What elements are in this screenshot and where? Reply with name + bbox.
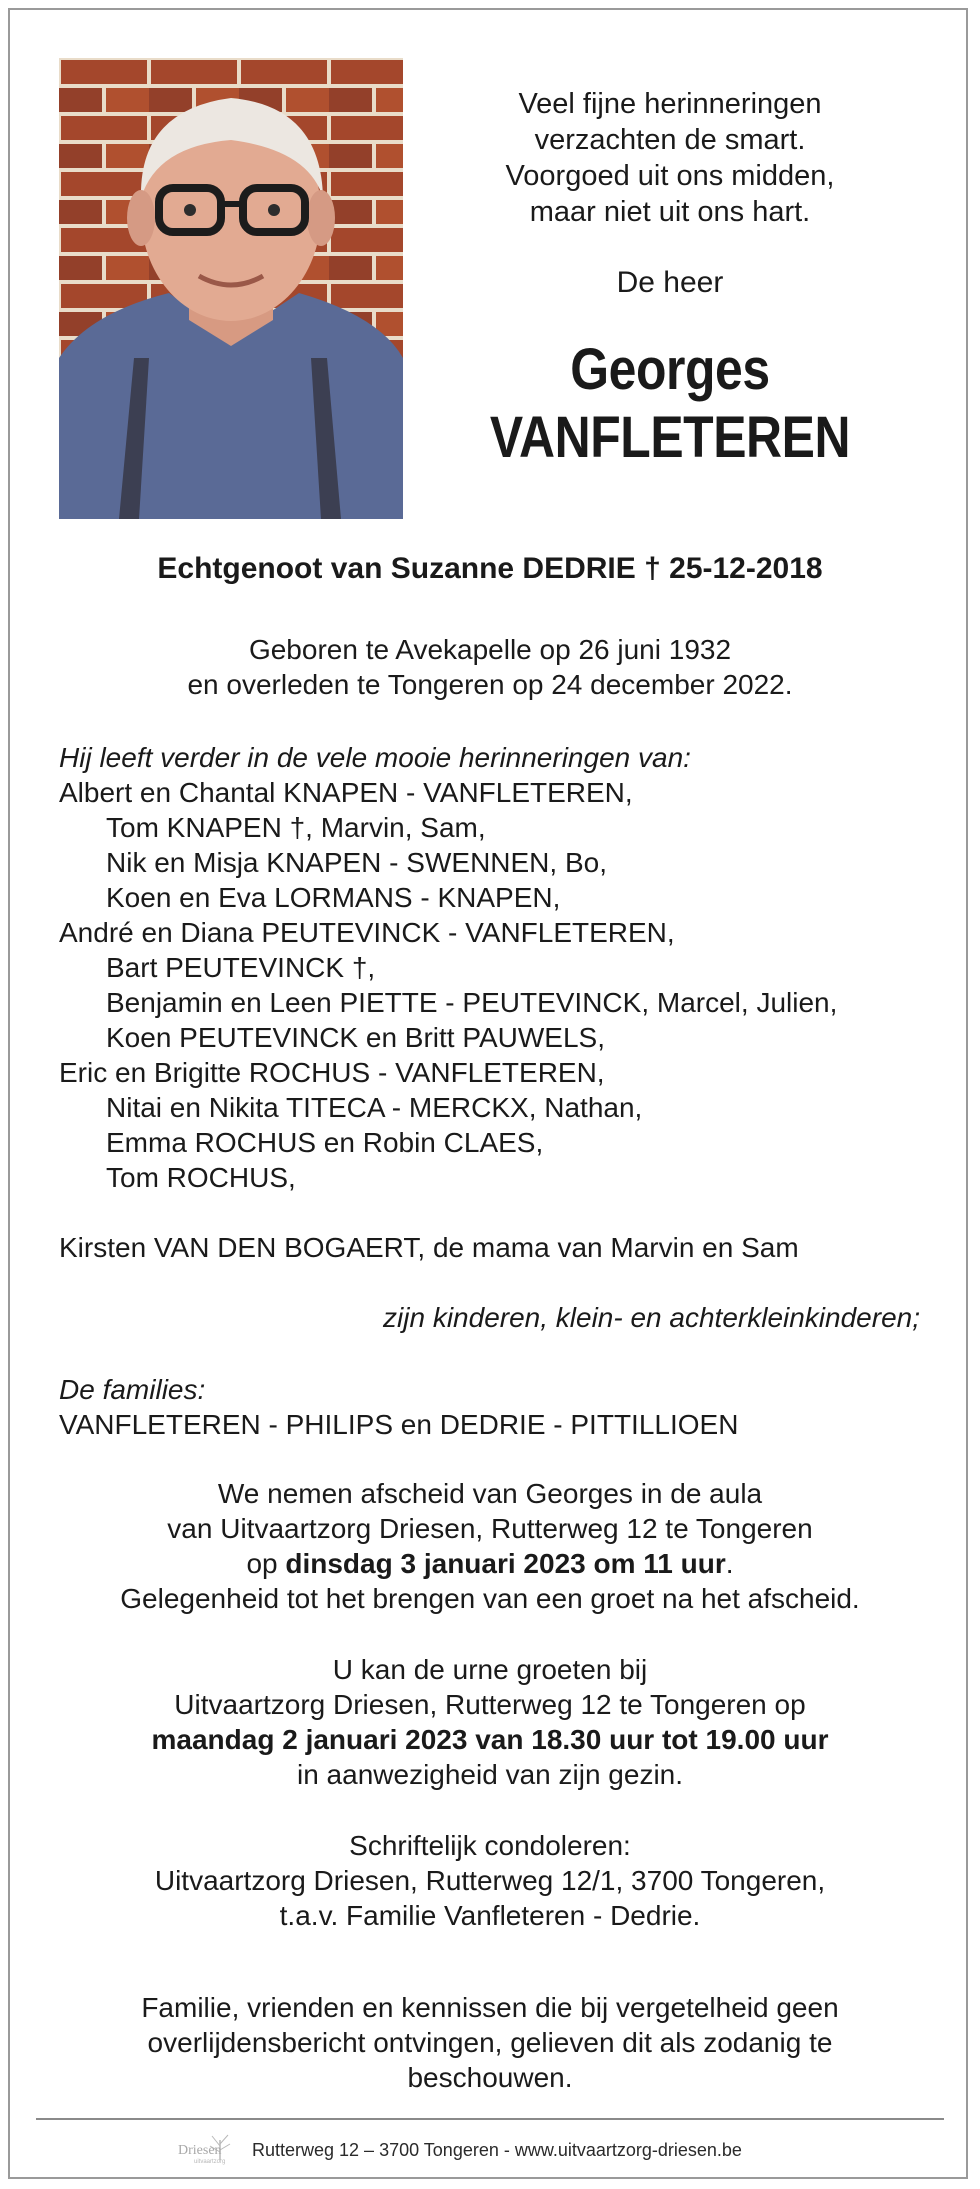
death-line: en overleden te Tongeren op 24 december 2022. xyxy=(187,669,793,700)
footer-divider xyxy=(36,2118,944,2120)
family-line: Nik en Misja KNAPEN - SWENNEN, Bo, xyxy=(106,847,607,878)
urn-line: in aanwezigheid van zijn gezin. xyxy=(296,1759,684,1790)
farewell-date: dinsdag 3 januari 2023 om 11 uur xyxy=(285,1548,726,1579)
family-line: Nitai en Nikita TITECA - MERCKX, Nathan, xyxy=(106,1092,643,1123)
family-line: Tom KNAPEN †, Marvin, Sam, xyxy=(106,812,486,843)
memories-intro: Hij leeft verder in de vele mooie herinneringen van: xyxy=(59,742,691,773)
family-line: Koen en Eva LORMANS - KNAPEN, xyxy=(106,882,561,913)
farewell-date-prefix: op xyxy=(246,1548,286,1579)
verse-line: verzachten de smart. xyxy=(534,124,806,156)
family-line: Albert en Chantal KNAPEN - VANFLETEREN, xyxy=(59,777,633,808)
condolences-recipient: t.a.v. Familie Vanfleteren - Dedrie. xyxy=(279,1900,701,1931)
urn-date: maandag 2 januari 2023 van 18.30 uur tot 19.00 uur xyxy=(151,1724,829,1755)
logo-text: Driesen xyxy=(178,2143,222,2158)
title-prefix: De heer xyxy=(616,266,724,299)
urn-block xyxy=(40,1652,940,1792)
last-name: VANFLETEREN xyxy=(489,405,851,470)
verse-line: Voorgoed uit ons midden, xyxy=(505,160,835,192)
logo-subtext: uitvaartzorg xyxy=(194,2159,226,2165)
farewell-line: We nemen afscheid van Georges in de aula xyxy=(217,1478,763,1509)
family-list xyxy=(59,740,939,1195)
closing-notice xyxy=(40,1990,940,2095)
families-names: VANFLETEREN - PHILIPS en DEDRIE - PITTILLIOEN xyxy=(59,1409,739,1440)
first-name: Georges xyxy=(570,337,770,402)
farewell-block xyxy=(40,1476,940,1616)
birth-line: Geboren te Avekapelle op 26 juni 1932 xyxy=(248,634,732,665)
farewell-line: van Uitvaartzorg Driesen, Rutterweg 12 te Tongeren xyxy=(167,1513,813,1544)
tree-logo-icon xyxy=(176,2130,240,2166)
memorial-verse xyxy=(430,86,910,230)
farewell-date-suffix: . xyxy=(725,1548,734,1579)
urn-line: U kan de urne groeten bij xyxy=(332,1654,648,1685)
deceased-name xyxy=(464,336,877,472)
urn-line: Uitvaartzorg Driesen, Rutterweg 12 te Tongeren op xyxy=(174,1689,806,1720)
verse-line: maar niet uit ons hart. xyxy=(529,196,811,228)
portrait-photo xyxy=(59,58,403,519)
family-line: Tom ROCHUS, xyxy=(106,1162,296,1193)
condolences-label: Schriftelijk condoleren: xyxy=(349,1830,631,1861)
verse-line: Veel fijne herinneringen xyxy=(518,88,822,120)
closing-line: beschouwen. xyxy=(407,2062,573,2093)
closing-line: overlijdensbericht ontvingen, gelieven dit als zodanig te xyxy=(147,2027,833,2058)
birth-death-block xyxy=(40,632,940,702)
families-label: De families: xyxy=(59,1374,206,1405)
family-line: Benjamin en Leen PIETTE - PEUTEVINCK, Marcel, Julien, xyxy=(106,987,838,1018)
family-line: Eric en Brigitte ROCHUS - VANFLETEREN, xyxy=(59,1057,605,1088)
footer xyxy=(0,2130,980,2170)
family-line: Koen PEUTEVINCK en Britt PAUWELS, xyxy=(106,1022,605,1053)
family-line: André en Diana PEUTEVINCK - VANFLETEREN, xyxy=(59,917,675,948)
families-block xyxy=(59,1372,939,1442)
footer-address: Rutterweg 12 – 3700 Tongeren - www.uitvaartzorg-driesen.be xyxy=(252,2140,742,2160)
closing-line: Familie, vrienden en kennissen die bij vergetelheid geen xyxy=(141,1992,839,2023)
family-line: Emma ROCHUS en Robin CLAES, xyxy=(106,1127,544,1158)
kirsten-line: Kirsten VAN DEN BOGAERT, de mama van Marvin en Sam xyxy=(59,1232,799,1263)
condolences-address: Uitvaartzorg Driesen, Rutterweg 12/1, 3700 Tongeren, xyxy=(154,1865,826,1896)
spouse-line: Echtgenoot van Suzanne DEDRIE † 25-12-2018 xyxy=(157,552,823,585)
condolences-block xyxy=(40,1828,940,1933)
farewell-line: Gelegenheid tot het brengen van een groet na het afscheid. xyxy=(120,1583,860,1614)
children-line: zijn kinderen, klein- en achterkleinkinderen; xyxy=(383,1302,920,1333)
farewell-date-line xyxy=(40,1546,940,1581)
family-line: Bart PEUTEVINCK †, xyxy=(106,952,376,983)
